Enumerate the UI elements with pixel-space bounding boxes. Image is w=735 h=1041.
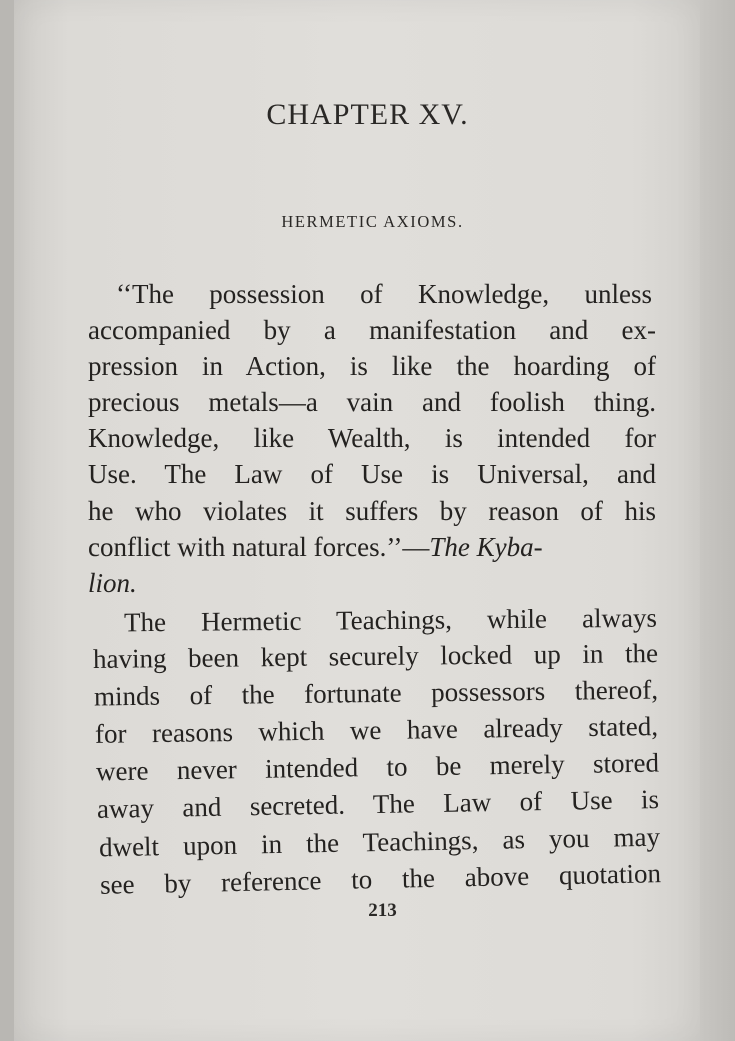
- chapter-title: CHAPTER XV.: [266, 98, 469, 131]
- quote-source-end: lion.: [88, 568, 137, 598]
- quote-line-7: he who violates it suffers by reason of his: [88, 496, 656, 526]
- quote-line-9: [88, 567, 656, 601]
- paragraph-line-7: dwelt upon in the Teachings, as you may: [98, 821, 661, 863]
- quote-line-5: Knowledge, like Wealth, is intended for: [88, 423, 656, 453]
- paragraph-line-5: were never intended to be merely stored: [95, 747, 660, 787]
- quote-line-8: [88, 531, 656, 565]
- quote-line-2: accompanied by a manifestation and ex-: [88, 315, 656, 345]
- paragraph-line-3: minds of the fortunate possessors thereof,: [93, 674, 659, 712]
- quote-line-6: Use. The Law of Use is Universal, and: [88, 459, 656, 489]
- quote-end-text: conflict with natural forces.’’—: [88, 532, 430, 562]
- paragraph-line-8: see by reference to the above quotation: [99, 858, 662, 900]
- quote-line-1: ‘‘The possession of Knowledge, unless: [116, 279, 652, 309]
- paragraph-line-2: having been kept securely locked up in the: [92, 638, 659, 674]
- quote-line-4: precious metals—a vain and foolish thing.: [88, 387, 656, 417]
- section-title: HERMETIC AXIOMS.: [281, 212, 464, 231]
- page-edge: [700, 0, 735, 1041]
- paragraph-line-6: away and secreted. The Law of Use is: [96, 784, 660, 824]
- paragraph-line-1: The Hermetic Teachings, while always: [123, 602, 658, 638]
- page-number: 213: [368, 900, 397, 921]
- quote-line-3: pression in Action, is like the hoarding of: [88, 351, 656, 381]
- paragraph-line-4: for reasons which we have already stated,: [94, 711, 659, 749]
- quote-source: The Kyba-: [429, 532, 543, 562]
